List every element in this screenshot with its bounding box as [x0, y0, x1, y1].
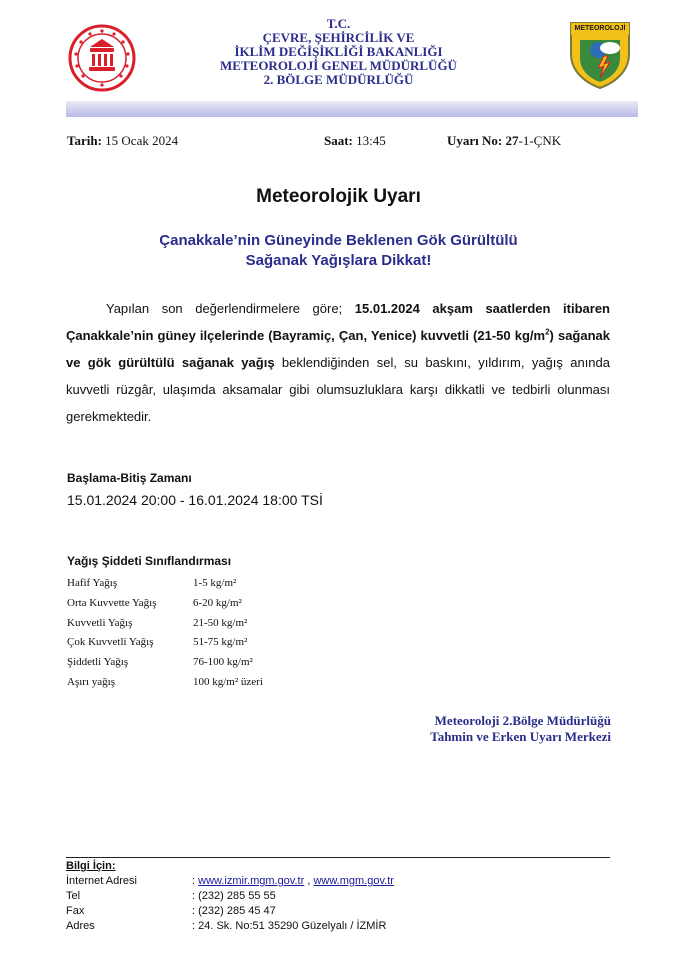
class-value: 21-50 kg/m²	[193, 616, 248, 629]
schedule-value: 15.01.2024 20:00 - 16.01.2024 18:00 TSİ	[67, 492, 323, 508]
classification-row	[67, 614, 327, 634]
signature-line: Meteoroloji 2.Bölge Müdürlüğü	[434, 713, 611, 728]
page-title: Meteorolojik Uyarı	[256, 186, 421, 207]
class-value: 6-20 kg/m²	[193, 596, 242, 609]
classification-row	[67, 673, 327, 693]
classification-row	[67, 574, 327, 594]
ministry-seal-logo	[68, 24, 136, 92]
web-link-mgm[interactable]: www.mgm.gov.tr	[313, 875, 394, 887]
tel-value: (232) 285 55 55	[198, 890, 276, 902]
web-label: İnternet Adresi	[66, 875, 137, 887]
colon: :	[192, 890, 199, 902]
time-value: 13:45	[356, 133, 386, 148]
address-label: Adres	[66, 920, 95, 932]
class-value: 100 kg/m² üzeri	[193, 675, 263, 688]
colon: :	[192, 875, 199, 887]
classification-heading: Yağış Şiddeti Sınıflandırması	[67, 554, 232, 568]
paragraph-bold: ) sağanak ve gök gürültülü sağanak yağış	[66, 328, 610, 370]
header-band	[66, 101, 638, 117]
paragraph-bold: 15.01.2024 akşam saatlerden itibaren Çanakkale’nin güney ilçelerinde (Bayramiç, Çan, Yenice) kuvvetli (21-50 kg/m	[66, 301, 610, 343]
header-line: ÇEVRE, ŞEHİRCİLİK VE	[262, 30, 415, 45]
class-name: Orta Kuvvette Yağış	[67, 596, 157, 609]
fax-label: Fax	[66, 905, 85, 917]
meta-time	[324, 133, 386, 149]
footer-row-tel	[66, 889, 610, 904]
footer-block	[66, 859, 610, 934]
warning-value-bold: 27	[505, 133, 519, 148]
paragraph-superscript: 2	[545, 327, 550, 337]
header-line: İKLİM DEĞİŞİKLİĞİ BAKANLIĞI	[234, 44, 443, 59]
class-name: Çok Kuvvetli Yağış	[67, 636, 154, 649]
time-label: Saat:	[324, 133, 353, 148]
footer-row-web	[66, 874, 610, 889]
warning-paragraph	[66, 295, 610, 430]
paragraph-text: beklendiğinden sel, su baskını, yıldırım, yağış anında kuvvetli rüzgâr, ulaşımda aksamalar gibi olumsuzluklara karşı dikkatli ve tedbirli olunması gerekmektedir.	[66, 355, 610, 424]
class-name: Şiddetli Yağış	[67, 656, 129, 669]
address-value: 24. Sk. No:51 35290 Güzelyalı / İZMİR	[198, 920, 387, 932]
date-label: Tarih:	[67, 133, 102, 148]
header-line: 2. BÖLGE MÜDÜRLÜĞÜ	[263, 72, 414, 87]
classification-row	[67, 653, 327, 673]
classification-row	[67, 594, 327, 614]
meta-date	[67, 133, 178, 149]
header-line: METEOROLOJİ GENEL MÜDÜRLÜĞÜ	[220, 58, 457, 73]
header-block	[150, 17, 527, 87]
signature-line: Tahmin ve Erken Uyarı Merkezi	[430, 729, 611, 744]
paragraph-text: Yapılan son değerlendirmelere göre;	[106, 301, 355, 316]
footer-heading: Bilgi İçin:	[66, 860, 116, 872]
meta-warning-no	[447, 133, 561, 149]
footer-row-fax	[66, 904, 610, 919]
web-link-izmir[interactable]: www.izmir.mgm.gov.tr	[198, 875, 305, 887]
fax-value: (232) 285 45 47	[198, 905, 276, 917]
class-name: Hafif Yağış	[67, 577, 118, 589]
tel-label: Tel	[66, 890, 81, 902]
footer-row-address	[66, 919, 610, 934]
warning-label: Uyarı No:	[447, 133, 503, 148]
class-name: Aşırı yağış	[67, 675, 115, 688]
warning-value-rest: -1-ÇNK	[518, 133, 562, 148]
warning-subtitle: Çanakkale’nin Güneyinde Beklenen Gök Gürültülü Sağanak Yağışlara Dikkat!	[159, 232, 518, 269]
signature-block	[430, 713, 611, 745]
footer-divider	[66, 857, 610, 858]
class-value: 51-75 kg/m²	[193, 636, 248, 649]
meteoroloji-shield-logo	[568, 20, 632, 90]
colon: :	[192, 920, 199, 932]
classification-row	[67, 633, 327, 653]
classification-table	[67, 574, 327, 693]
web-separator: ,	[304, 875, 314, 887]
header-line: T.C.	[326, 16, 351, 31]
class-value: 1-5 kg/m²	[193, 577, 237, 589]
class-value: 76-100 kg/m²	[193, 656, 253, 669]
schedule-heading: Başlama-Bitiş Zamanı	[67, 471, 192, 485]
logo-text: METEOROLOJİ	[574, 25, 626, 32]
colon: :	[192, 905, 199, 917]
class-name: Kuvvetli Yağış	[67, 616, 133, 629]
date-value: 15 Ocak 2024	[105, 133, 179, 148]
